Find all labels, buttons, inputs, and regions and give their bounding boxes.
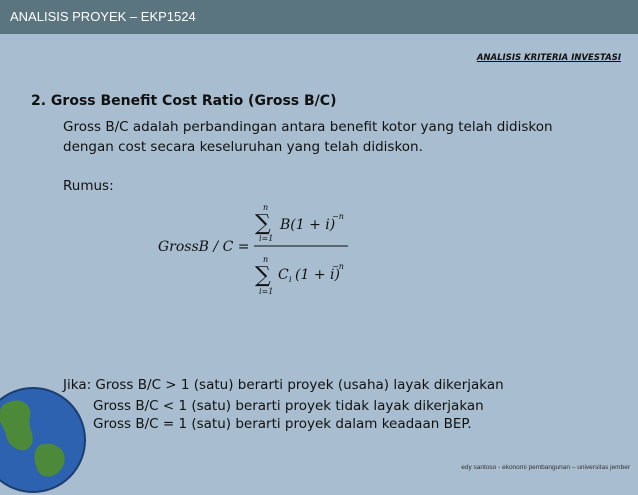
header-bar xyxy=(0,0,638,34)
header-title: ANALISIS PROYEK – EKP1524 xyxy=(10,9,196,24)
condition-line-2: Gross B/C < 1 (satu) berarti proyek tidak layak dikerjakan xyxy=(93,398,484,414)
denominator-rest: (1 + i) xyxy=(295,267,340,283)
denominator-subscript: i xyxy=(289,275,292,284)
denominator-upper-limit: n xyxy=(263,255,269,264)
footer-credit: edy santoso - ekonomi pembangunan – universitas jember xyxy=(461,464,630,471)
condition-line-1: Jika: Gross B/C > 1 (satu) berarti proyek (usaha) layak dikerjakan xyxy=(63,377,504,393)
denominator-lower-limit: i=1 xyxy=(259,287,274,296)
sum-symbol-numerator: ∑ xyxy=(255,211,271,236)
description-line-2: dengan cost secara keseluruhan yang telah didiskon. xyxy=(63,139,423,155)
sum-symbol-denominator: ∑ xyxy=(255,263,271,288)
heading: 2. Gross Benefit Cost Ratio (Gross B/C) xyxy=(31,93,337,109)
numerator-upper-limit: n xyxy=(263,203,269,212)
gross-bc-formula xyxy=(150,200,370,310)
denominator-exponent: −n xyxy=(332,262,344,271)
numerator-lower-limit: i=1 xyxy=(259,234,274,243)
numerator-exponent: −n xyxy=(332,212,344,221)
numerator-term: B(1 + i) xyxy=(280,217,336,233)
rumus-label: Rumus: xyxy=(63,178,114,194)
denominator-term: C xyxy=(278,267,289,283)
formula-lhs: GrossB / C = xyxy=(158,239,250,255)
description-line-1: Gross B/C adalah perbandingan antara benefit kotor yang telah didiskon xyxy=(63,119,553,135)
section-label: ANALISIS KRITERIA INVESTASI xyxy=(476,53,621,63)
condition-line-3: Gross B/C = 1 (satu) berarti proyek dalam keadaan BEP. xyxy=(93,416,472,432)
